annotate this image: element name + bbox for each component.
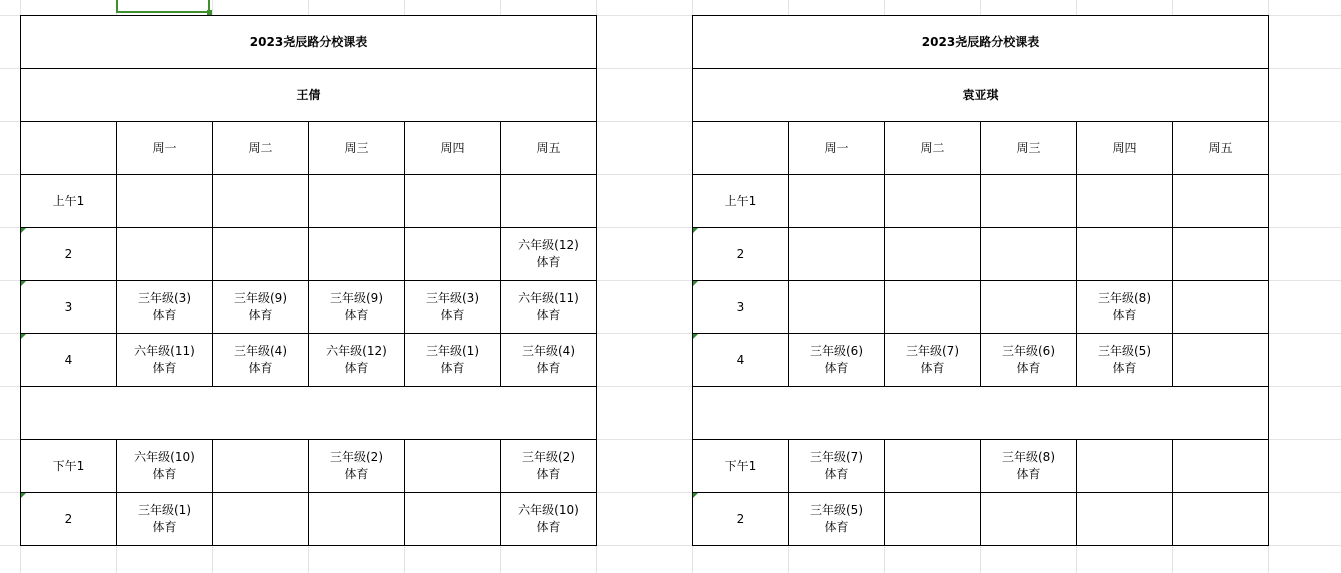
cell-text-line: 三年级(2) xyxy=(330,450,383,464)
class-cell[interactable] xyxy=(981,334,1077,387)
period-label-cell[interactable]: 2 xyxy=(21,493,117,546)
cell-text-line: 体育 xyxy=(152,308,177,322)
cell-text-line: 体育 xyxy=(536,520,561,534)
period-label-cell[interactable]: 上午1 xyxy=(21,175,117,228)
period-label-cell[interactable]: 2 xyxy=(693,228,789,281)
cell-text-line: 体育 xyxy=(824,467,849,481)
day-header-cell[interactable]: 周二 xyxy=(213,122,309,175)
period-row xyxy=(693,440,1269,493)
timetable-2 xyxy=(692,15,1269,546)
period-label-cell[interactable]: 下午1 xyxy=(21,440,117,493)
timetable-title[interactable]: 2023尧辰路分校课表 xyxy=(693,16,1269,69)
class-cell[interactable] xyxy=(885,228,981,281)
teacher-name[interactable]: 王倩 xyxy=(21,69,597,122)
class-cell[interactable] xyxy=(213,281,309,334)
period-label-cell[interactable]: 4 xyxy=(21,334,117,387)
class-cell[interactable] xyxy=(1173,175,1269,228)
class-cell[interactable] xyxy=(501,175,597,228)
period-row xyxy=(21,228,597,281)
class-cell[interactable] xyxy=(1077,334,1173,387)
cell-text-line: 体育 xyxy=(344,308,369,322)
class-cell[interactable] xyxy=(1077,493,1173,546)
class-cell[interactable] xyxy=(885,281,981,334)
class-cell[interactable] xyxy=(981,281,1077,334)
cell-text-line: 三年级(6) xyxy=(1002,344,1055,358)
class-cell[interactable] xyxy=(1173,440,1269,493)
period-row xyxy=(21,175,597,228)
class-cell[interactable] xyxy=(981,228,1077,281)
cell-text-line: 体育 xyxy=(440,361,465,375)
class-cell[interactable] xyxy=(981,175,1077,228)
class-cell[interactable] xyxy=(1077,175,1173,228)
cell-text-line: 体育 xyxy=(344,467,369,481)
cell-text-line: 体育 xyxy=(536,361,561,375)
class-cell[interactable] xyxy=(1077,228,1173,281)
class-cell[interactable] xyxy=(213,175,309,228)
cell-text-line: 三年级(4) xyxy=(522,344,575,358)
day-header-cell[interactable]: 周四 xyxy=(1077,122,1173,175)
period-label-cell[interactable]: 下午1 xyxy=(693,440,789,493)
active-cell-selection[interactable] xyxy=(116,0,210,13)
class-cell[interactable] xyxy=(117,281,213,334)
class-cell[interactable] xyxy=(885,440,981,493)
day-header-cell[interactable]: 周五 xyxy=(1173,122,1269,175)
class-cell[interactable] xyxy=(501,493,597,546)
class-cell[interactable] xyxy=(789,440,885,493)
class-cell[interactable] xyxy=(981,493,1077,546)
class-cell[interactable] xyxy=(309,334,405,387)
class-cell[interactable] xyxy=(501,440,597,493)
day-header-cell[interactable]: 周一 xyxy=(117,122,213,175)
teacher-name[interactable]: 袁亚琪 xyxy=(693,69,1269,122)
cell-text-line: 体育 xyxy=(344,361,369,375)
class-cell[interactable] xyxy=(405,334,501,387)
class-cell[interactable] xyxy=(405,440,501,493)
cell-text-line: 体育 xyxy=(152,361,177,375)
period-row xyxy=(21,281,597,334)
cell-text-line: 体育 xyxy=(152,520,177,534)
cell-text-line: 体育 xyxy=(824,361,849,375)
cell-text-line: 三年级(8) xyxy=(1098,291,1151,305)
class-cell[interactable] xyxy=(1173,228,1269,281)
class-cell[interactable] xyxy=(789,228,885,281)
cell-text-line: 三年级(8) xyxy=(1002,450,1055,464)
lunch-break-row[interactable] xyxy=(21,387,597,440)
class-cell[interactable] xyxy=(117,228,213,281)
class-cell[interactable] xyxy=(213,493,309,546)
class-cell[interactable] xyxy=(213,440,309,493)
timetable-title[interactable]: 2023尧辰路分校课表 xyxy=(21,16,597,69)
class-cell[interactable] xyxy=(789,281,885,334)
class-cell[interactable] xyxy=(405,281,501,334)
cell-text-line: 体育 xyxy=(440,308,465,322)
cell-text-line: 体育 xyxy=(1016,467,1041,481)
period-row xyxy=(21,334,597,387)
period-row xyxy=(693,228,1269,281)
cell-text-line: 体育 xyxy=(920,361,945,375)
cell-text-line: 体育 xyxy=(536,255,561,269)
cell-text-line: 三年级(7) xyxy=(810,450,863,464)
class-cell[interactable] xyxy=(309,493,405,546)
class-cell[interactable] xyxy=(1173,281,1269,334)
cell-text-line: 体育 xyxy=(152,467,177,481)
day-header-cell[interactable]: 周五 xyxy=(501,122,597,175)
period-row xyxy=(21,440,597,493)
period-row xyxy=(693,281,1269,334)
day-header-cell[interactable]: 周四 xyxy=(405,122,501,175)
cell-text-line: 三年级(5) xyxy=(810,503,863,517)
class-cell[interactable] xyxy=(1173,334,1269,387)
class-cell[interactable] xyxy=(117,440,213,493)
header-corner-cell[interactable] xyxy=(693,122,789,175)
cell-text-line: 三年级(4) xyxy=(234,344,287,358)
class-cell[interactable] xyxy=(117,334,213,387)
header-corner-cell[interactable] xyxy=(21,122,117,175)
cell-text-line: 体育 xyxy=(824,520,849,534)
period-label-cell[interactable]: 3 xyxy=(693,281,789,334)
class-cell[interactable] xyxy=(117,175,213,228)
class-cell[interactable] xyxy=(309,175,405,228)
cell-text-line: 六年级(11) xyxy=(134,344,195,358)
period-row xyxy=(693,493,1269,546)
class-cell[interactable] xyxy=(501,228,597,281)
cell-text-line: 三年级(3) xyxy=(426,291,479,305)
class-cell[interactable] xyxy=(501,334,597,387)
cell-text-line: 三年级(3) xyxy=(138,291,191,305)
period-row xyxy=(21,493,597,546)
cell-text-line: 体育 xyxy=(248,308,273,322)
cell-text-line: 三年级(9) xyxy=(330,291,383,305)
class-cell[interactable] xyxy=(885,493,981,546)
cell-text-line: 六年级(11) xyxy=(518,291,579,305)
cell-text-line: 体育 xyxy=(1112,308,1137,322)
period-label-cell[interactable]: 3 xyxy=(21,281,117,334)
class-cell[interactable] xyxy=(117,493,213,546)
class-cell[interactable] xyxy=(309,440,405,493)
period-label-cell[interactable]: 2 xyxy=(21,228,117,281)
class-cell[interactable] xyxy=(789,493,885,546)
cell-text-line: 三年级(1) xyxy=(426,344,479,358)
period-row xyxy=(693,334,1269,387)
class-cell[interactable] xyxy=(405,493,501,546)
class-cell[interactable] xyxy=(309,281,405,334)
class-cell[interactable] xyxy=(789,175,885,228)
class-cell[interactable] xyxy=(885,334,981,387)
day-header-cell[interactable]: 周一 xyxy=(789,122,885,175)
class-cell[interactable] xyxy=(213,334,309,387)
day-header-cell[interactable]: 周三 xyxy=(309,122,405,175)
class-cell[interactable] xyxy=(405,228,501,281)
class-cell[interactable] xyxy=(1077,440,1173,493)
day-header-cell[interactable]: 周二 xyxy=(885,122,981,175)
class-cell[interactable] xyxy=(213,228,309,281)
cell-text-line: 三年级(9) xyxy=(234,291,287,305)
cell-text-line: 三年级(1) xyxy=(138,503,191,517)
cell-text-line: 六年级(10) xyxy=(134,450,195,464)
cell-text-line: 体育 xyxy=(536,308,561,322)
class-cell[interactable] xyxy=(981,440,1077,493)
period-label-cell[interactable]: 4 xyxy=(693,334,789,387)
period-label-cell[interactable]: 上午1 xyxy=(693,175,789,228)
period-label-cell[interactable]: 2 xyxy=(693,493,789,546)
cell-text-line: 三年级(2) xyxy=(522,450,575,464)
timetable-1 xyxy=(20,15,597,546)
lunch-break-row[interactable] xyxy=(693,387,1269,440)
cell-text-line: 六年级(12) xyxy=(326,344,387,358)
cell-text-line: 六年级(12) xyxy=(518,238,579,252)
class-cell[interactable] xyxy=(309,228,405,281)
class-cell[interactable] xyxy=(1173,493,1269,546)
cell-text-line: 体育 xyxy=(248,361,273,375)
cell-text-line: 三年级(5) xyxy=(1098,344,1151,358)
class-cell[interactable] xyxy=(1077,281,1173,334)
cell-text-line: 体育 xyxy=(536,467,561,481)
day-header-cell[interactable]: 周三 xyxy=(981,122,1077,175)
class-cell[interactable] xyxy=(405,175,501,228)
cell-text-line: 六年级(10) xyxy=(518,503,579,517)
cell-text-line: 三年级(6) xyxy=(810,344,863,358)
class-cell[interactable] xyxy=(501,281,597,334)
class-cell[interactable] xyxy=(885,175,981,228)
class-cell[interactable] xyxy=(789,334,885,387)
cell-text-line: 体育 xyxy=(1016,361,1041,375)
cell-text-line: 体育 xyxy=(1112,361,1137,375)
period-row xyxy=(693,175,1269,228)
cell-text-line: 三年级(7) xyxy=(906,344,959,358)
